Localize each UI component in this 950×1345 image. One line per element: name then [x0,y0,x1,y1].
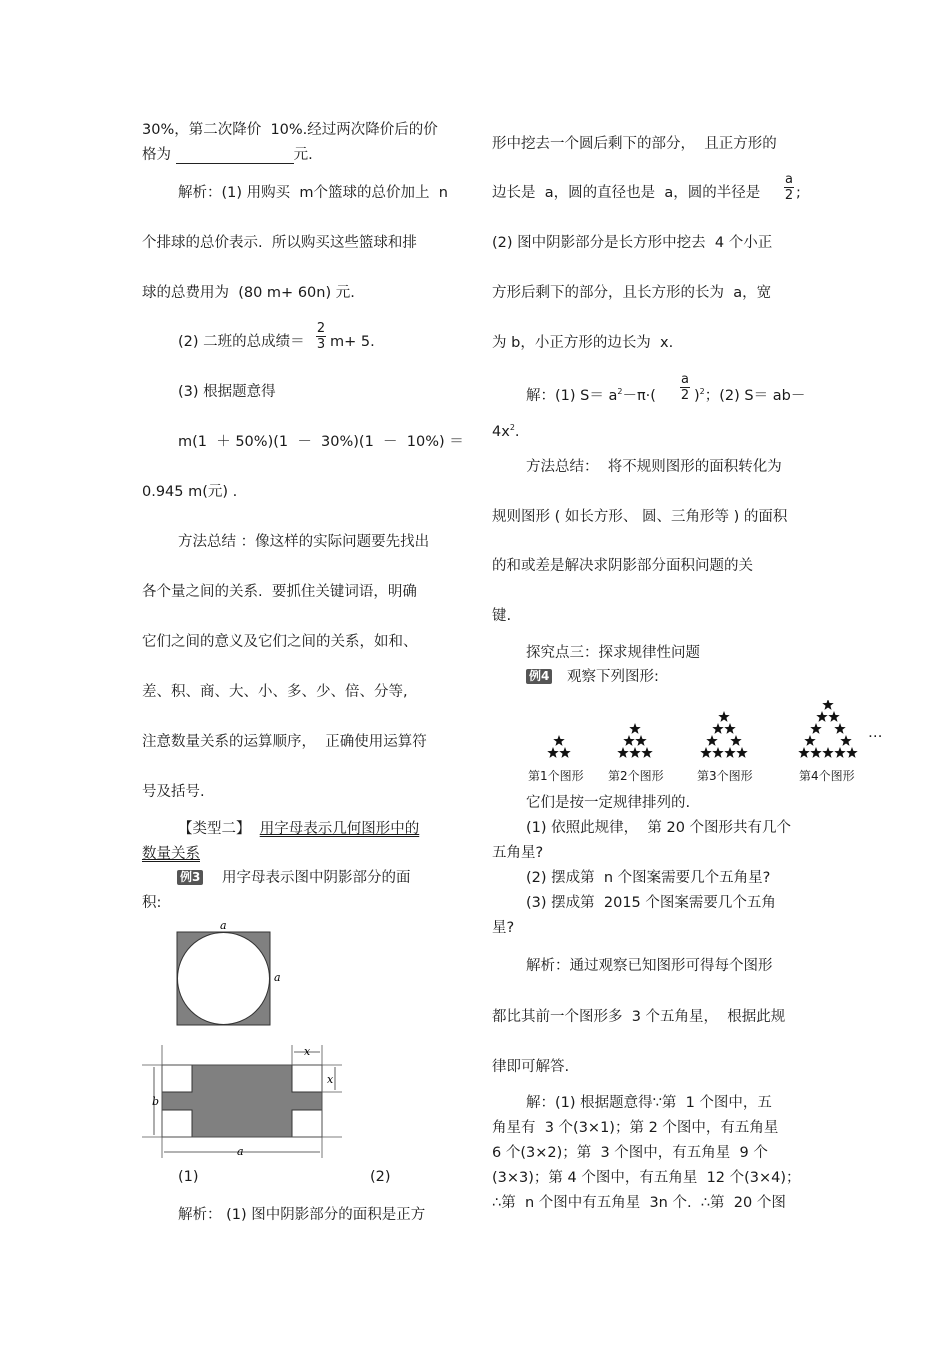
text-line: 星? [492,920,515,936]
label-x-top: x [304,1045,311,1058]
text-line: 它们之间的意义及它们之间的关系，如和、 [142,634,418,650]
text-line [492,419,520,441]
star-icon [834,747,845,758]
fraction-a-over-2 [680,372,690,403]
text-line: (1) 依照此规律， 第 20 个图形共有几个 [526,820,792,836]
fraction-numerator: a [785,172,793,187]
text-line [142,146,313,164]
fraction-denominator: 3 [316,337,326,352]
label-a-top: a [220,919,227,932]
fraction-two-thirds [316,321,326,352]
star-icon [629,747,640,758]
superscript: 2 [699,387,705,396]
superscript: 2 [509,423,515,432]
star-icon [822,700,833,710]
text-line: 差、积、商、大、小、多、少、倍、分等, [142,684,408,700]
star-icon [559,747,570,758]
superscript: 2 [617,387,623,396]
text-line: 0.945 m(元) . [142,484,238,500]
star-icon [810,747,821,758]
text-line: (2) 摆成第 n 个图案需要几个五角星? [526,870,771,886]
text-line: 积: [142,895,162,911]
text-line: 律即可解答. [492,1059,570,1075]
star-icon [712,723,723,734]
star-icon [706,735,717,746]
fraction-denominator: 2 [784,188,794,203]
text-line: 都比其前一个图形多 3 个五角星， 根据此规 [492,1009,786,1025]
text-line: 边长是 a，圆的直径也是 a，圆的半径是 [492,185,761,201]
text-line: m+ 5. [330,334,375,350]
star-icon [724,747,735,758]
star-icon [804,735,815,746]
heading-title-cont: 数量关系 [142,846,200,862]
star-icon [617,747,628,758]
solution-line-cont [694,383,805,405]
text-fragment: ；(2) S＝ ab－ [704,387,806,404]
blank-line [176,149,294,164]
star-icon [700,747,711,758]
star-icon [840,735,851,746]
star-icon [730,735,741,746]
text-line: 号及括号. [142,784,205,800]
star-icon [635,735,646,746]
figure-label-3: 第3个图形 [697,769,753,783]
text-line: 用字母表示图中阴影部分的面 [222,870,411,886]
white-circle [178,933,270,1025]
text-fragment: ; [796,185,801,201]
star-icon [834,723,845,734]
star-icon [822,747,833,758]
fraction-numerator: 2 [316,321,326,336]
text-fragment: －π·( [622,387,656,404]
label-a: a [237,1145,244,1158]
label-b: b [152,1095,160,1108]
corner-square [162,1065,192,1092]
figure-label-4: 第4个图形 [799,769,855,783]
text-line: 为 b，小正方形的边长为 x. [492,335,674,351]
text-line: (3) 根据题意得 [178,384,276,400]
star-icon [718,711,729,722]
text-line: 各个量之间的关系. 要抓住关键词语，明确 [142,584,417,600]
star-icon [547,747,558,758]
label-x-side: x [327,1073,334,1086]
text-line: 解析：通过观察已知图形可得每个图形 [526,958,773,974]
text-fragment: 元. [293,147,313,163]
heading-tag: 【类型二】 [178,821,251,837]
figure-label-1: 第1个图形 [528,769,584,783]
section-heading: 探究点三：探求规律性问题 [526,645,700,661]
text-line: 方形后剩下的部分，且长方形的长为 a，宽 [492,285,772,301]
text-line: 球的总费用为 (80 m+ 60n) 元. [142,285,355,301]
star-icon [724,723,735,734]
text-fragment: 格为 [142,147,171,163]
star-icon [810,723,821,734]
text-line: 解：(1) 根据题意得∵第 1 个图中，五 [526,1095,772,1111]
text-line: 五角星? [492,845,544,861]
text-line: 6 个(3×2)；第 3 个图中，有五角星 9 个 [492,1145,768,1161]
star-icon [846,747,857,758]
star-icon [798,747,809,758]
solution-line [526,383,656,405]
rectangle-figure [142,1040,352,1165]
text-line: (2) 二班的总成绩＝ [178,334,305,350]
star-icon [736,747,747,758]
text-line: ∴第 n 个图中有五角星 3n 个. ∴第 20 个图 [492,1195,786,1211]
fraction-numerator: a [681,372,689,387]
ellipsis: … [868,725,883,741]
figure-caption: (1) [178,1169,199,1185]
text-line: 键. [492,608,512,624]
text-fragment: 4x [492,423,510,440]
star-icon [712,747,723,758]
text-line: 30%，第二次降价 10%.经过两次降价后的价 [142,122,438,138]
text-line: m(1 ＋ 50%)(1 － 30%)(1 － 10%) ＝ [178,434,464,450]
text-line: (3) 摆成第 2015 个图案需要几个五角 [526,895,776,911]
text-line: 形中挖去一个圆后剩下的部分， 且正方形的 [492,136,777,152]
corner-square [292,1110,322,1137]
text-line: 方法总结 ：像这样的实际问题要先找出 [178,534,430,550]
text-line: 的和或差是解决求阴影部分面积问题的关 [492,558,753,574]
text-line: 它们是按一定规律排列的. [526,795,691,811]
star-icon [816,711,827,722]
text-fragment: . [514,423,520,440]
figure-label-2: 第2个图形 [608,769,664,783]
text-line: 注意数量关系的运算顺序， 正确使用运算符 [142,734,427,750]
text-line: 规则图形 ( 如长方形、 圆、三角形等 ) 的面积 [492,509,788,525]
heading-title: 用字母表示几何图形中的 [259,821,420,837]
star-icon [828,711,839,722]
star-icon [623,735,634,746]
text-line: (3×3)；第 4 个图中，有五角星 12 个(3×4)； [492,1170,801,1186]
fraction-denominator: 2 [680,388,690,403]
example-badge: 例3 [177,870,203,885]
figure-caption: (2) [370,1169,391,1185]
text-line: 解析： (1) 图中阴影部分的面积是正方 [178,1207,426,1223]
text-fragment: 解：(1) S＝ a [526,387,618,404]
text-line: (2) 图中阴影部分是长方形中挖去 4 个小正 [492,235,773,251]
star-icon [553,735,564,746]
corner-square [292,1065,322,1092]
text-line: 解析：(1) 用购买 m个篮球的总价加上 n [178,185,448,201]
text-line: 方法总结： 将不规则图形的面积转化为 [526,459,782,475]
text-line: 角星有 3 个(3×1)；第 2 个图中，有五角星 [492,1120,779,1136]
example-badge: 例4 [526,669,552,684]
section-heading-cont [142,845,200,863]
star-icon [641,747,652,758]
fraction-a-over-2 [784,172,794,203]
corner-square [162,1110,192,1137]
text-line: 个排球的总价表示. 所以购买这些篮球和排 [142,235,417,251]
label-a-side: a [274,971,281,984]
text-fragment: ) [694,387,700,404]
text-line: 观察下列图形: [567,669,659,685]
square-circle-figure [170,918,290,1033]
section-heading [178,820,419,838]
star-icon [629,723,640,734]
